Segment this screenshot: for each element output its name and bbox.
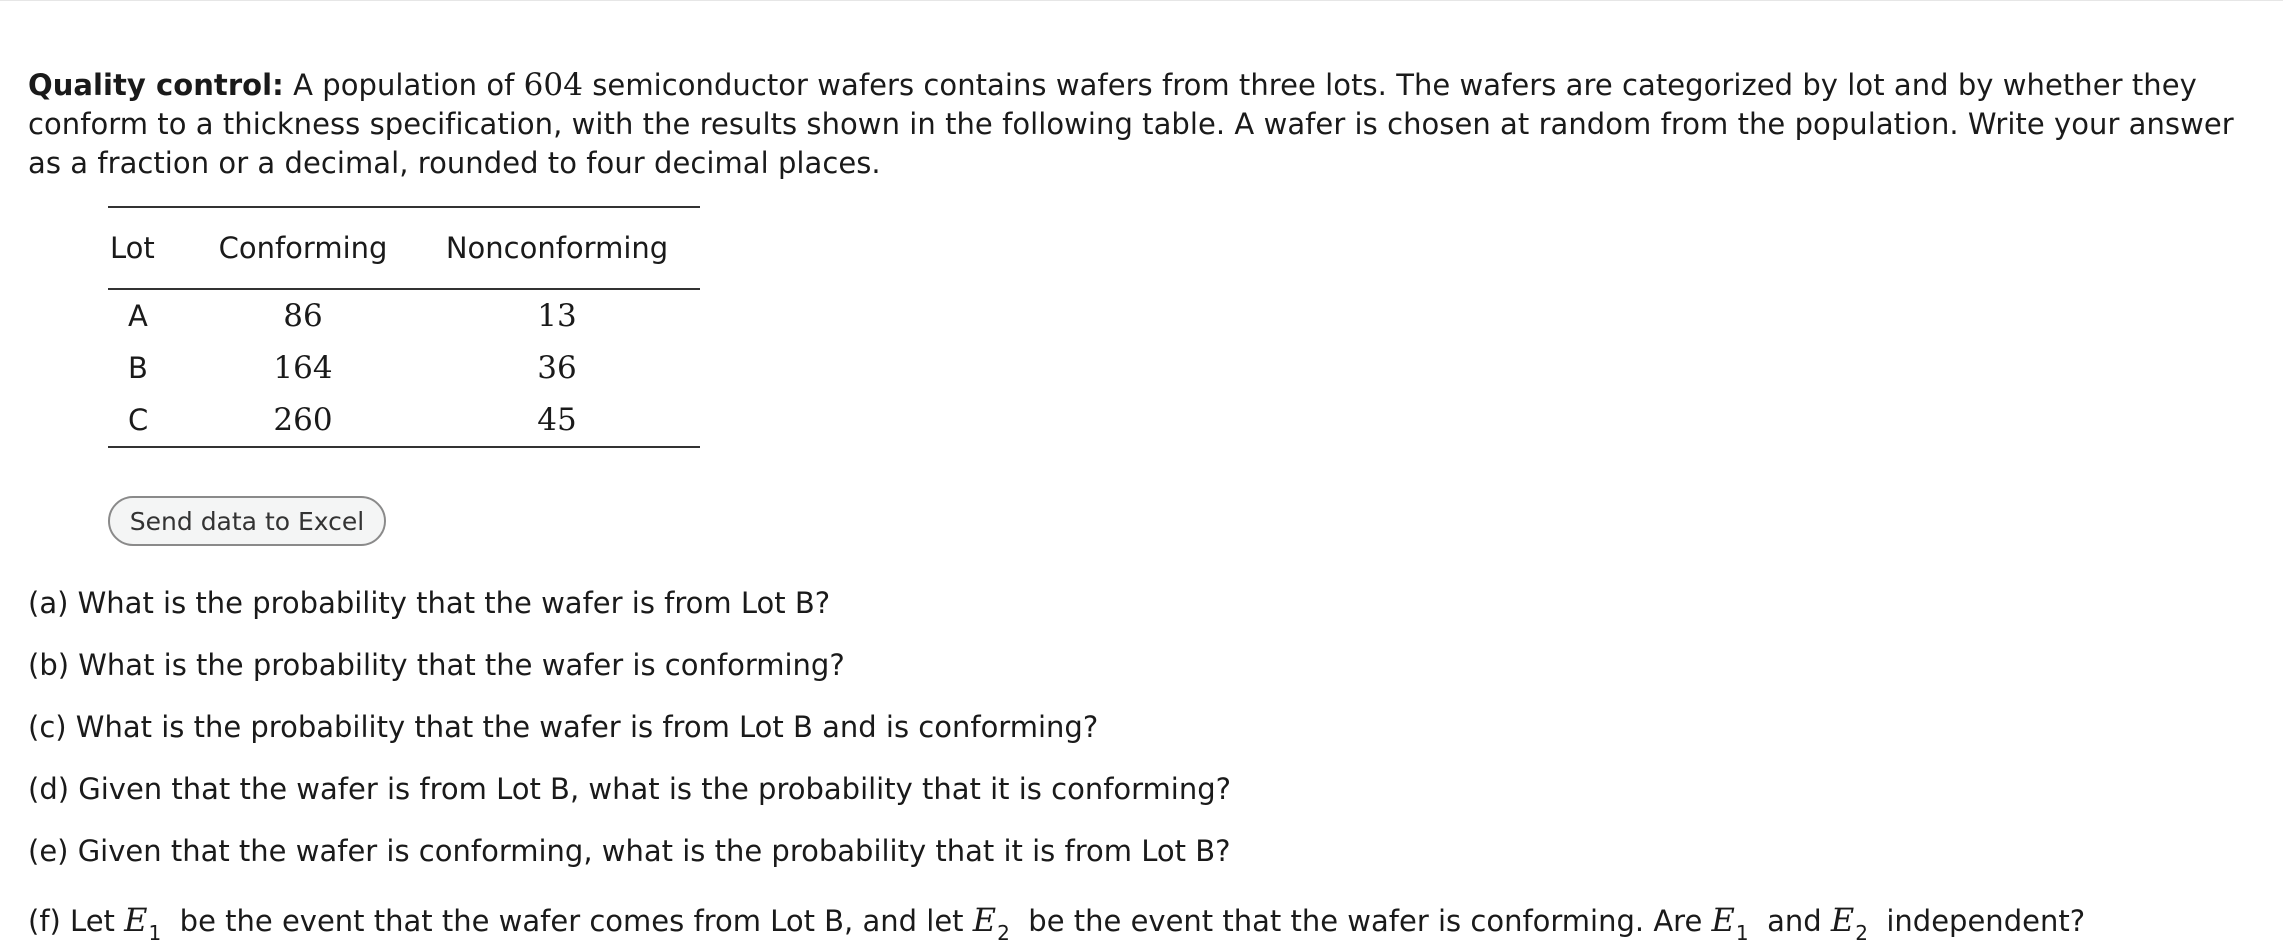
question-e: (e) Given that the wafer is conforming, what is the probability that it is from Lot B? [28,834,1231,868]
population-value: 604 [523,67,583,103]
event-e2-subscript-repeat: 2 [1855,921,1868,945]
question-f-part4: and [1767,904,1822,938]
table-header-row [108,207,700,289]
event-e2-subscript: 2 [997,921,1010,945]
wafer-data-table [108,206,700,448]
nonconforming-cell: 45 [414,394,700,447]
lot-cell: B [128,351,148,385]
event-e1-symbol-repeat: E [1711,901,1735,939]
question-f-part2: be the event that the wafer comes from Lot B, and let [179,904,964,938]
conforming-cell: 164 [273,350,333,386]
nonconforming-cell: 13 [537,298,577,334]
intro-text-before: A population of [293,68,515,102]
table-row [108,394,700,447]
problem-label: Quality control: [28,68,284,102]
header-conforming: Conforming [192,207,414,289]
header-nonconforming: Nonconforming [414,207,700,289]
problem-intro [28,66,2273,183]
table-row [108,289,700,342]
event-e1-subscript-repeat: 1 [1735,921,1749,945]
conforming-cell: 86 [283,298,323,334]
conforming-cell: 260 [192,394,414,447]
question-c: (c) What is the probability that the wafer is from Lot B and is conforming? [28,710,1099,744]
table-row [108,342,700,394]
lot-cell: A [128,299,148,333]
top-divider [0,0,2283,1]
header-lot: Lot [108,207,192,289]
question-f-part1: (f) Let [28,904,115,938]
question-f-part5: independent? [1886,904,2086,938]
intro-text-after: semiconductor wafers contains wafers from three lots. The wafers are categorized by lot and by whether they conform to a thickness specification, with the results shown in the following table. A wafer is chosen at random from the population. Write your answer as a fraction or a decimal, rounded to four decimal places. [28,68,2234,180]
send-data-to-excel-button[interactable]: Send data to Excel [108,496,386,546]
event-e1-symbol: E [124,901,148,939]
lot-cell: C [108,394,192,447]
question-f-part3: be the event that the wafer is conforming. Are [1028,904,1703,938]
question-f [28,901,2086,945]
event-e2-symbol-repeat: E [1830,901,1855,939]
event-e2-symbol: E [972,901,997,939]
question-d: (d) Given that the wafer is from Lot B, what is the probability that it is conforming? [28,772,1232,806]
nonconforming-cell: 36 [537,350,577,386]
question-a: (a) What is the probability that the wafer is from Lot B? [28,586,831,620]
question-b: (b) What is the probability that the wafer is conforming? [28,648,845,682]
event-e1-subscript: 1 [148,921,162,945]
